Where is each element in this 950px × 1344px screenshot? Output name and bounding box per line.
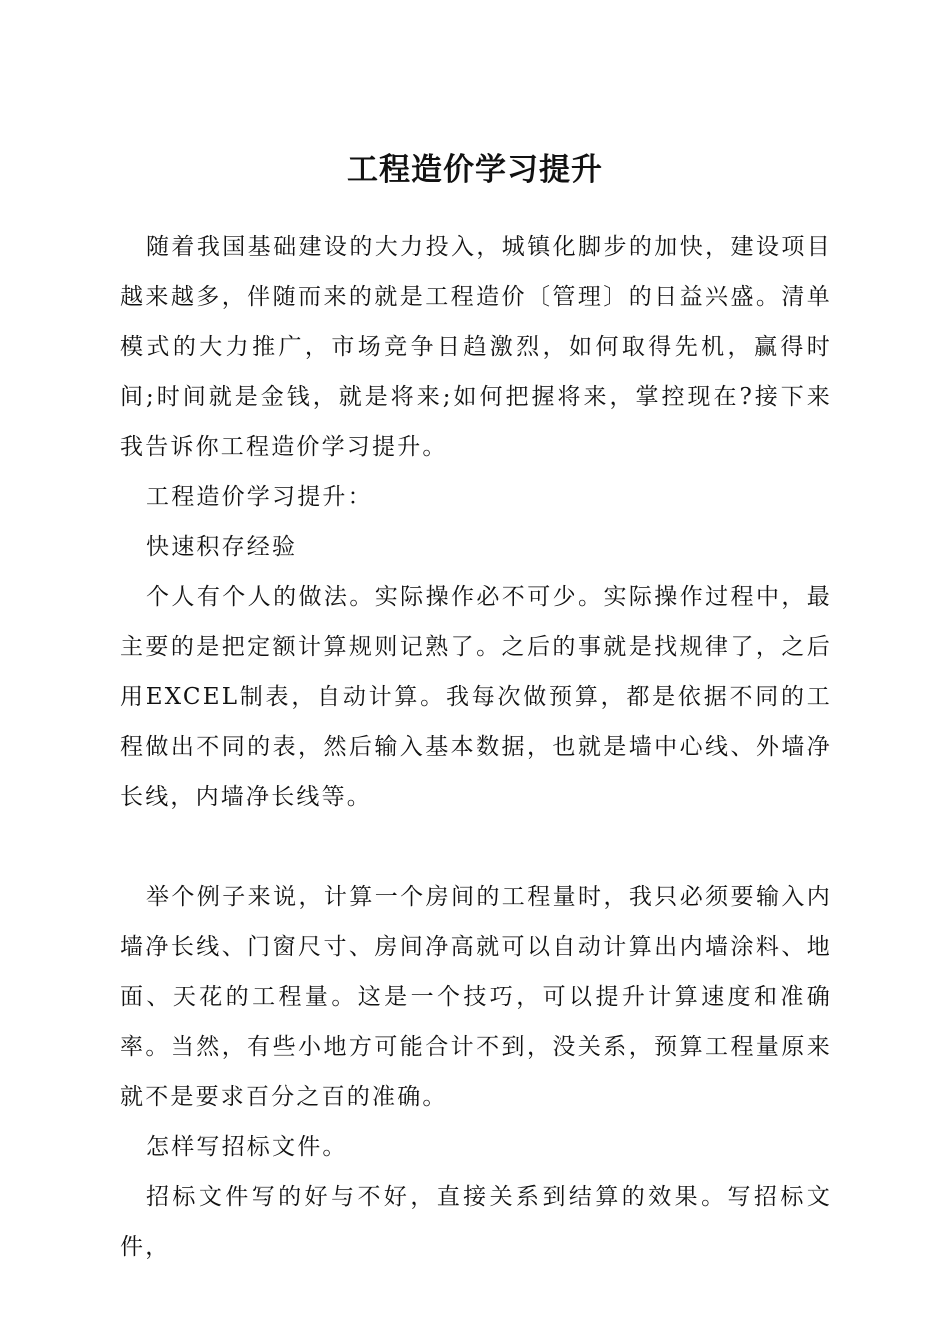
subheading-tender-docs: 怎样写招标文件。 — [146, 1134, 348, 1160]
example-paragraph: 举个例子来说，计算一个房间的工程量时，我只必须要输入内墙净长线、门窗尺寸、房间净高就可以自动计算出内墙涂料、地面、天花的工程量。这是一个技巧，可以提升计算速度和准确率。当然，有些小地方可能合计不到，没关系，预算工程量原来就不是要求百分之百的准确。 — [120, 884, 832, 1110]
blank-line — [120, 822, 832, 872]
tender-paragraph: 招标文件写的好与不好，直接关系到结算的效果。写招标文件， — [120, 1184, 832, 1260]
section-heading: 工程造价学习提升： — [146, 484, 373, 510]
experience-paragraph: 个人有个人的做法。实际操作必不可少。实际操作过程中，最主要的是把定额计算规则记熟了。之后的事就是找规律了，之后用EXCEL制表，自动计算。我每次做预算，都是依据不同的工程做出不同的表，然后输入基本数据，也就是墙中心线、外墙净长线，内墙净长线等。 — [120, 584, 832, 810]
subheading-experience: 快速积存经验 — [146, 534, 298, 560]
intro-paragraph: 随着我国基础建设的大力投入，城镇化脚步的加快，建设项目越来越多，伴随而来的就是工程造价〔管理〕的日益兴盛。清单模式的大力推广，市场竞争日趋激烈，如何取得先机，赢得时间;时间就是金钱，就是将来;如何把握将来，掌控现在?接下来我告诉你工程造价学习提升。 — [120, 234, 832, 460]
document-body — [120, 222, 832, 1272]
document-title: 工程造价学习提升 — [347, 152, 603, 188]
